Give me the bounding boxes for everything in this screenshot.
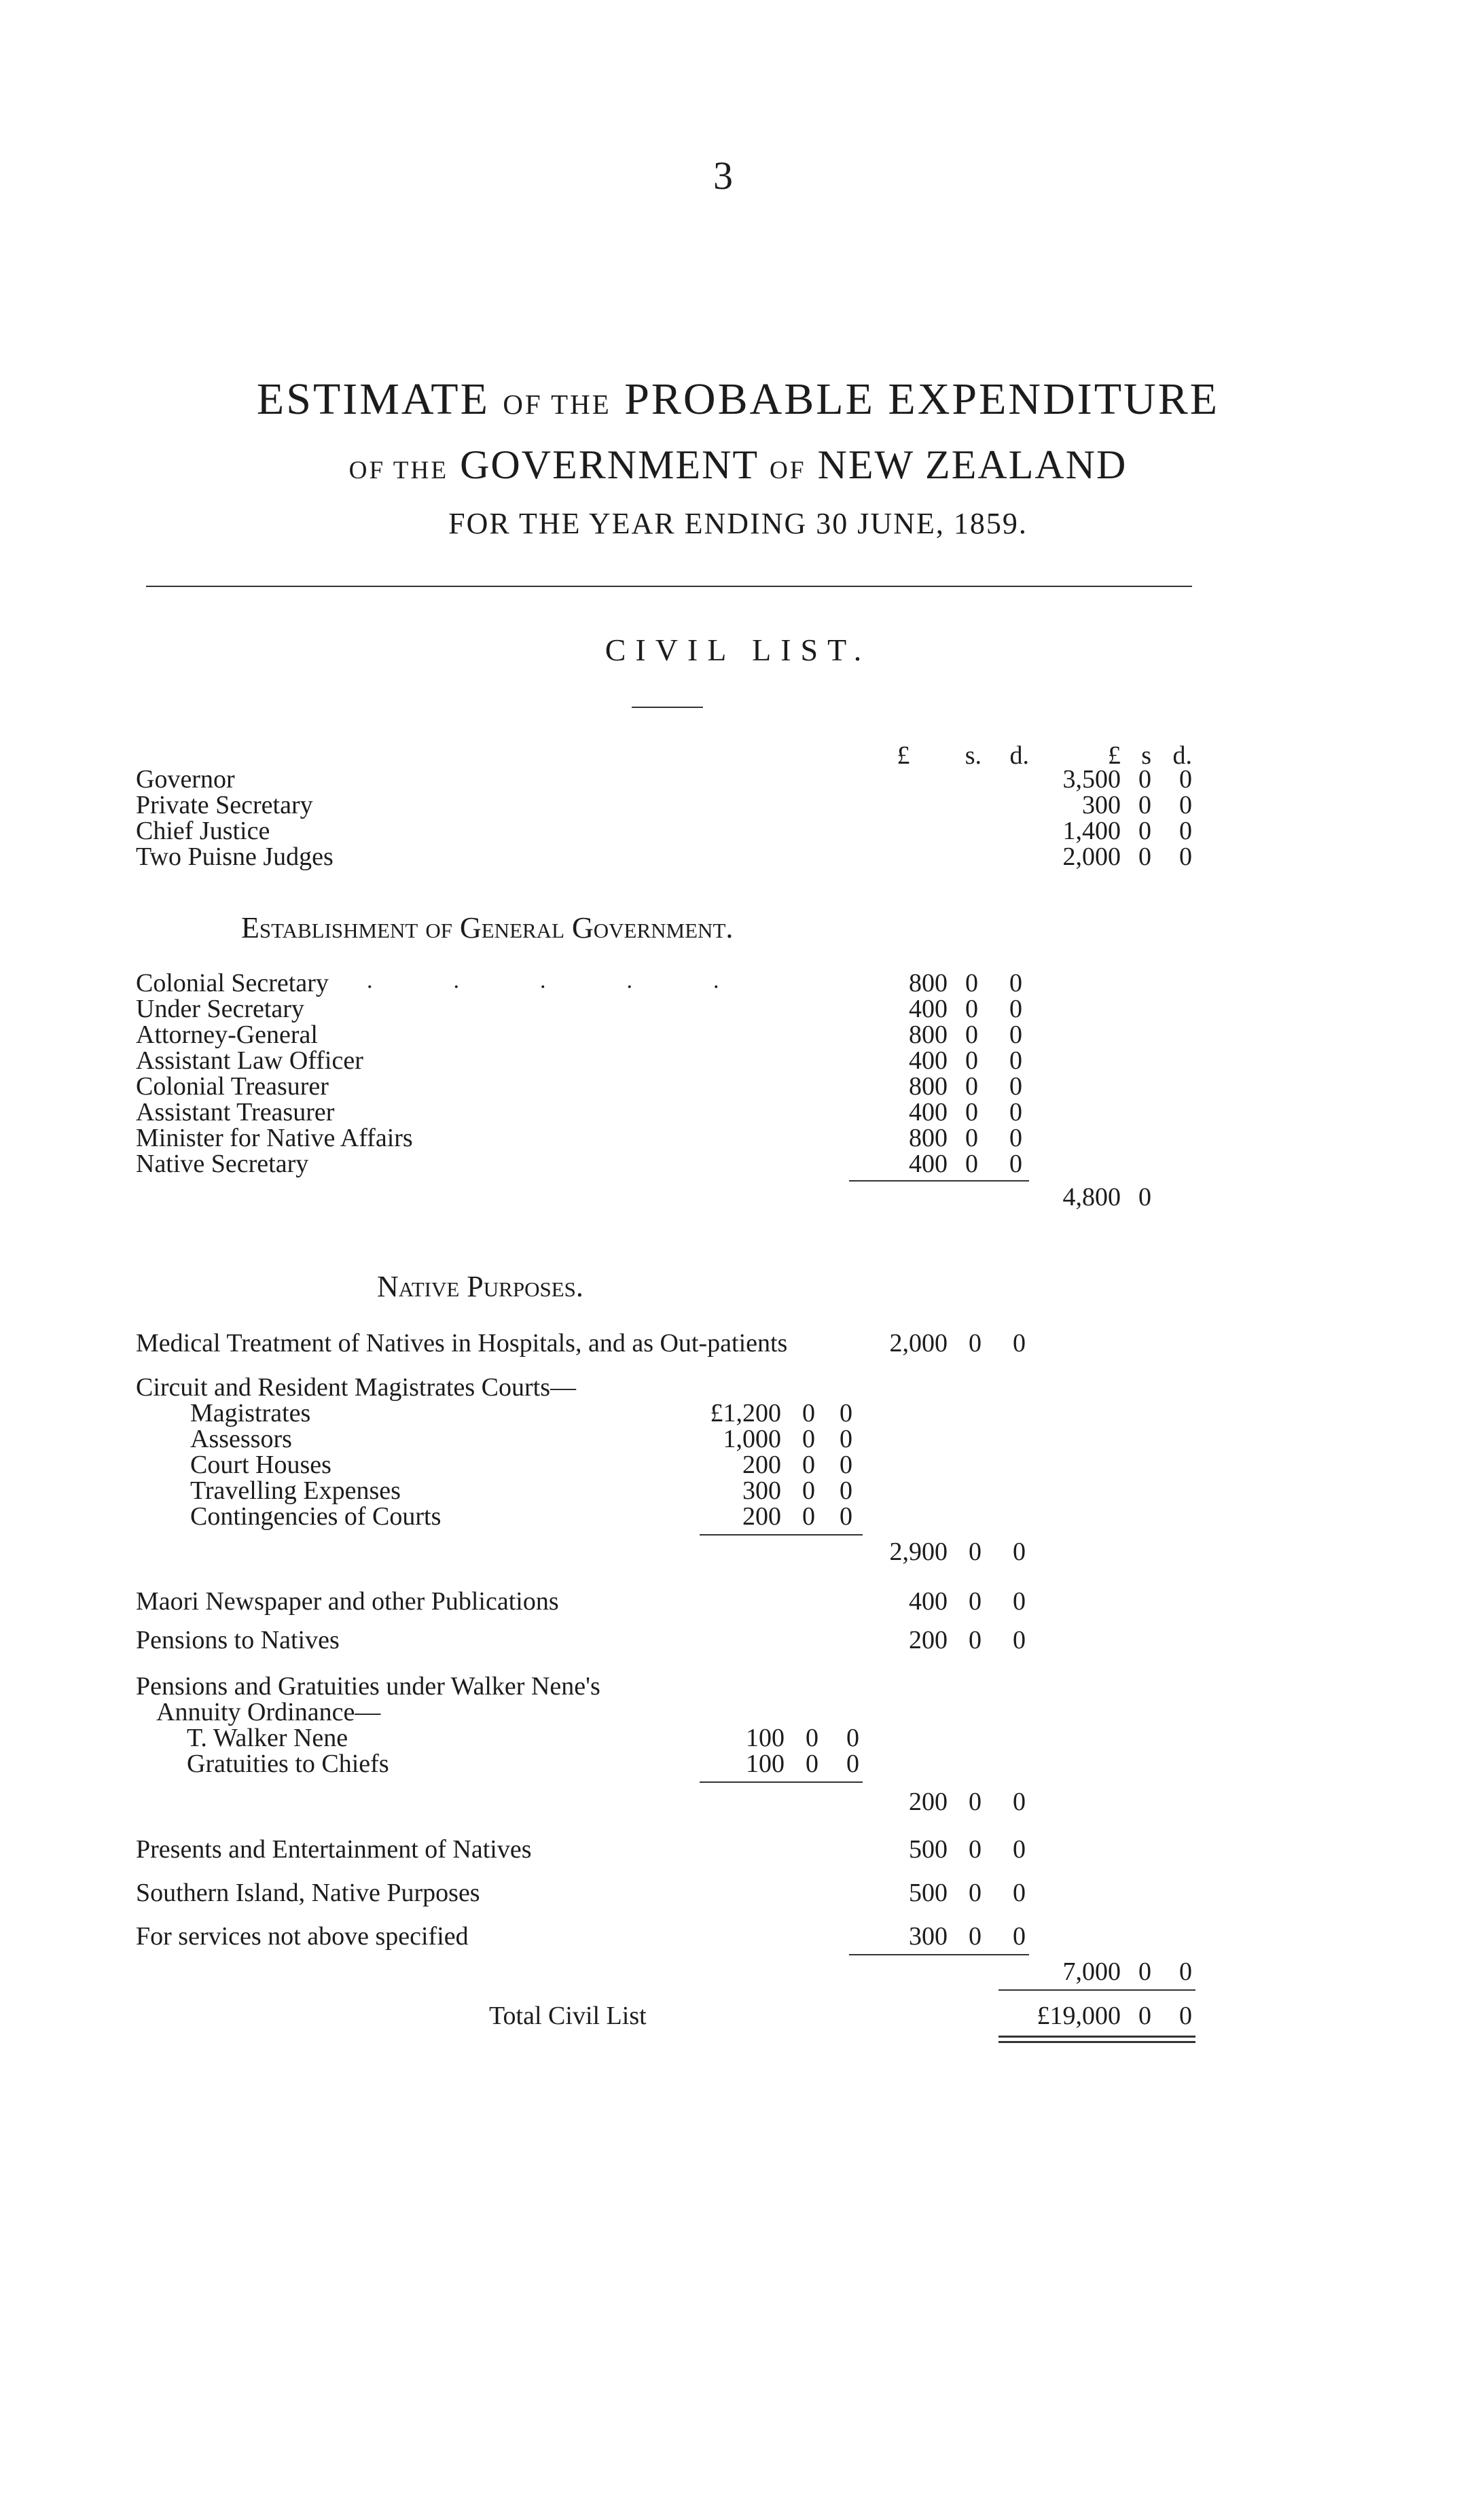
amount: 300 — [1082, 791, 1121, 819]
amount-d: 0 — [1009, 1046, 1022, 1075]
amount-s: 0 — [969, 1835, 982, 1864]
item-annuity-ordinance: Annuity Ordinance— — [156, 1698, 381, 1726]
title-line-2 — [0, 442, 1476, 489]
amount-s: 0 — [965, 1150, 978, 1178]
amount: £1,200 — [710, 1399, 781, 1427]
grand-rule-2 — [998, 2041, 1195, 2043]
amount-s: 0 — [806, 1750, 818, 1778]
amount-s: 0 — [1138, 842, 1151, 871]
item-southern-island: Southern Island, Native Purposes — [136, 1879, 480, 1907]
amount: 100 — [746, 1750, 785, 1778]
amount-s: 0 — [969, 1587, 982, 1616]
subtotal-rule — [849, 1180, 1029, 1182]
amount-s: 0 — [965, 1046, 978, 1075]
item-colonial-treasurer: Colonial Treasurer — [136, 1072, 329, 1101]
amount: 200 — [742, 1502, 781, 1531]
header-shilling: s. — [965, 741, 982, 770]
establishment-total-s: 0 — [1138, 1183, 1151, 1211]
amount-s: 0 — [969, 1538, 982, 1566]
item-court-houses: Court Houses — [190, 1451, 331, 1479]
item-native-secretary: Native Secretary — [136, 1150, 309, 1178]
title-line-3: FOR THE YEAR ENDING 30 JUNE, 1859. — [448, 507, 1028, 540]
amount-d: 0 — [840, 1451, 852, 1479]
courts-rule — [700, 1534, 863, 1536]
amount-d: 0 — [1009, 1150, 1022, 1178]
native-heading: Native Purposes. — [377, 1270, 583, 1303]
amount-s: 0 — [965, 1021, 978, 1049]
amount-d: 0 — [1013, 1879, 1026, 1907]
amount-s: 0 — [965, 1072, 978, 1101]
amount-s: 0 — [965, 969, 978, 997]
header-pound: £ — [897, 741, 910, 770]
page-number: 3 — [713, 154, 733, 198]
amount-s: 0 — [965, 1098, 978, 1126]
amount-s: 0 — [802, 1476, 815, 1505]
title-probable-expenditure: PROBABLE EXPENDITURE — [624, 374, 1220, 424]
amount-d: 0 — [1013, 1626, 1026, 1654]
title-rule — [146, 586, 1192, 587]
item-gratuities-chiefs: Gratuities to Chiefs — [187, 1750, 389, 1778]
amount-d: 0 — [1013, 1329, 1026, 1357]
amount-d: 0 — [1013, 1922, 1026, 1951]
leader-dots: . . . . . — [367, 968, 719, 993]
amount: 800 — [909, 1072, 948, 1101]
establishment-total: 4,800 — [1062, 1183, 1121, 1211]
amount-d: 0 — [1179, 1957, 1192, 1986]
amount-s: 0 — [965, 995, 978, 1023]
amount-d: 0 — [1009, 995, 1022, 1023]
amount: 300 — [742, 1476, 781, 1505]
amount-d: 0 — [1013, 1538, 1026, 1566]
title-new-zealand: NEW ZEALAND — [817, 442, 1128, 487]
amount-d: 0 — [1179, 2002, 1192, 2030]
amount-s: 0 — [969, 1788, 982, 1816]
header-pound-2: £ — [1108, 741, 1121, 770]
item-chief-justice: Chief Justice — [136, 817, 270, 845]
item-assistant-law-officer: Assistant Law Officer — [136, 1046, 363, 1075]
courts-total: 2,900 — [889, 1538, 948, 1566]
amount-d: 0 — [1179, 842, 1192, 871]
amount-s: 0 — [802, 1425, 815, 1453]
amount-d: 0 — [840, 1502, 852, 1531]
amount-d: 0 — [840, 1425, 852, 1453]
item-t-walker-nene: T. Walker Nene — [187, 1724, 348, 1752]
amount-d: 0 — [1013, 1587, 1026, 1616]
item-pensions-to-natives: Pensions to Natives — [136, 1626, 340, 1654]
grand-rule-top — [998, 1989, 1195, 1991]
heading-rule — [632, 707, 703, 708]
item-minister-native-affairs: Minister for Native Affairs — [136, 1124, 413, 1152]
amount-d: 0 — [840, 1476, 852, 1505]
item-walker-nene-heading: Pensions and Gratuities under Walker Nene's — [136, 1672, 600, 1701]
amount: 1,400 — [1062, 817, 1121, 845]
amount: 300 — [909, 1922, 948, 1951]
amount-d: 0 — [1013, 1788, 1026, 1816]
item-presents: Presents and Entertainment of Natives — [136, 1835, 532, 1864]
amount: 1,000 — [723, 1425, 781, 1453]
amount: 400 — [909, 1150, 948, 1178]
walker-total: 200 — [909, 1788, 948, 1816]
amount: 2,000 — [889, 1329, 948, 1357]
amount-d: 0 — [1179, 791, 1192, 819]
amount-d: 0 — [840, 1399, 852, 1427]
amount-d: 0 — [1009, 1098, 1022, 1126]
amount-d: 0 — [846, 1724, 859, 1752]
amount-s: 0 — [1138, 817, 1151, 845]
item-circuit-courts: Circuit and Resident Magistrates Courts— — [136, 1373, 577, 1402]
item-governor: Governor — [136, 765, 235, 794]
amount-s: 0 — [969, 1879, 982, 1907]
native-rule — [849, 1954, 1029, 1955]
header-pence-2: d. — [1172, 741, 1192, 770]
item-under-secretary: Under Secretary — [136, 995, 304, 1023]
item-attorney-general: Attorney-General — [136, 1021, 318, 1049]
title-government: GOVERNMENT — [460, 442, 758, 487]
amount: 100 — [746, 1724, 785, 1752]
amount: 3,500 — [1062, 765, 1121, 794]
amount-d: 0 — [1009, 1021, 1022, 1049]
item-travelling-expenses: Travelling Expenses — [190, 1476, 401, 1505]
item-puisne-judges: Two Puisne Judges — [136, 842, 334, 871]
item-assistant-treasurer: Assistant Treasurer — [136, 1098, 335, 1126]
item-colonial-secretary: Colonial Secretary — [136, 969, 329, 997]
title-estimate: ESTIMATE — [256, 374, 490, 424]
amount-s: 0 — [969, 1922, 982, 1951]
amount-s: 0 — [802, 1399, 815, 1427]
title-line-1 — [0, 374, 1476, 425]
amount-d: 0 — [846, 1750, 859, 1778]
amount-d: 0 — [1009, 1072, 1022, 1101]
amount-d: 0 — [1179, 765, 1192, 794]
native-total: 7,000 — [1062, 1957, 1121, 1986]
amount-s: 0 — [965, 1124, 978, 1152]
amount: 500 — [909, 1835, 948, 1864]
item-maori-newspaper: Maori Newspaper and other Publications — [136, 1587, 559, 1616]
amount-s: 0 — [1138, 1957, 1151, 1986]
amount-d: 0 — [1013, 1835, 1026, 1864]
amount: 800 — [909, 969, 948, 997]
amount: 800 — [909, 1021, 948, 1049]
amount-s: 0 — [802, 1502, 815, 1531]
title-of: OF — [769, 457, 806, 484]
header-pence: d. — [1009, 741, 1029, 770]
amount: 800 — [909, 1124, 948, 1152]
amount-s: 0 — [1138, 765, 1151, 794]
amount: 2,000 — [1062, 842, 1121, 871]
amount: 400 — [909, 1098, 948, 1126]
item-contingencies: Contingencies of Courts — [190, 1502, 442, 1531]
walker-rule — [700, 1781, 863, 1783]
item-medical-treatment: Medical Treatment of Natives in Hospitals, and as Out-patients — [136, 1329, 788, 1357]
grand-total-label: Total Civil List — [489, 2002, 647, 2030]
amount-d: 0 — [1179, 817, 1192, 845]
amount: 200 — [742, 1451, 781, 1479]
grand-total-amount: £19,000 — [1037, 2002, 1121, 2030]
amount-s: 0 — [806, 1724, 818, 1752]
amount-s: 0 — [969, 1626, 982, 1654]
civil-list-heading: CIVIL LIST. — [605, 633, 871, 667]
item-magistrates: Magistrates — [190, 1399, 311, 1427]
amount: 500 — [909, 1879, 948, 1907]
amount-s: 0 — [1138, 2002, 1151, 2030]
amount: 400 — [909, 1046, 948, 1075]
title-of-the: OF THE — [503, 389, 611, 420]
amount: 400 — [909, 1587, 948, 1616]
amount: 200 — [909, 1626, 948, 1654]
title-of-the-2: OF THE — [348, 457, 449, 484]
item-other-services: For services not above specified — [136, 1922, 469, 1951]
header-shilling-2: s — [1141, 741, 1151, 770]
amount-d: 0 — [1009, 1124, 1022, 1152]
establishment-heading: Establishment of General Government. — [241, 911, 734, 944]
grand-rule-1 — [998, 2036, 1195, 2038]
amount: 400 — [909, 995, 948, 1023]
amount-s: 0 — [802, 1451, 815, 1479]
item-assessors: Assessors — [190, 1425, 292, 1453]
amount-s: 0 — [969, 1329, 982, 1357]
amount-s: 0 — [1138, 791, 1151, 819]
amount-d: 0 — [1009, 969, 1022, 997]
item-private-secretary: Private Secretary — [136, 791, 313, 819]
